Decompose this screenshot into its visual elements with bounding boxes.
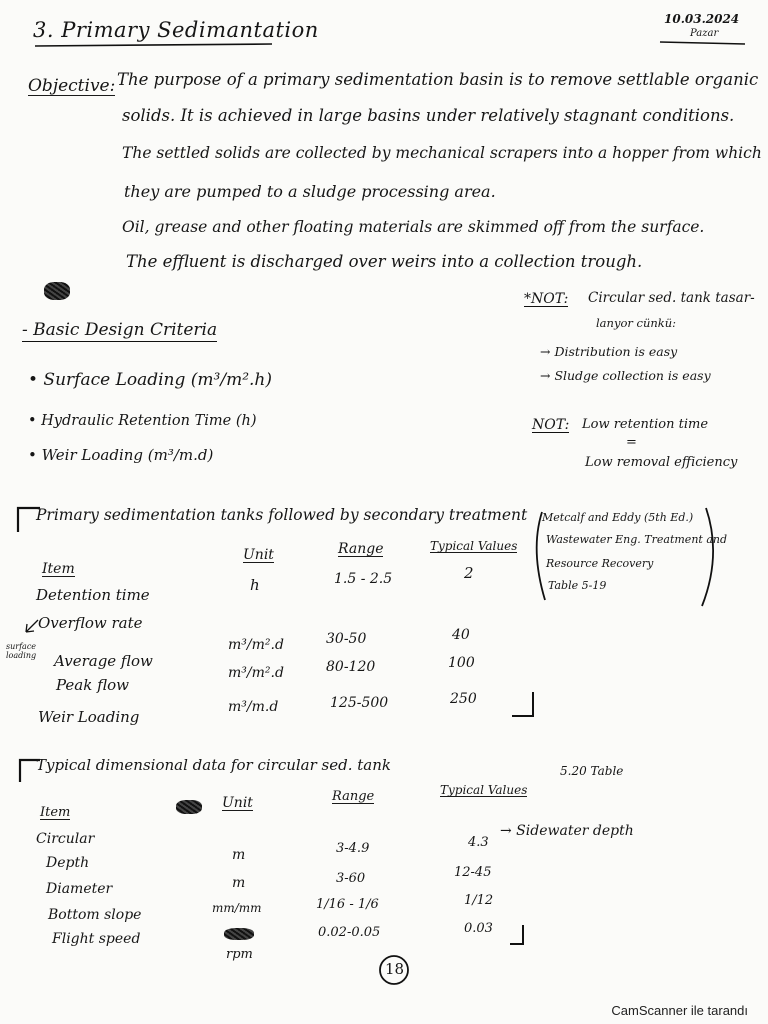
note1-bullet-2: → Sludge collection is easy bbox=[540, 368, 711, 383]
table1-title: Primary sedimentation tanks followed by secondary treatment bbox=[36, 506, 528, 524]
criteria-item-retention-time: • Hydraulic Retention Time (h) bbox=[28, 413, 257, 429]
table2-row-5-item: Flight speed bbox=[52, 931, 141, 947]
note2-equals: = bbox=[626, 435, 637, 450]
table2-row-4-typical: 1/12 bbox=[464, 893, 494, 908]
table2-title: Typical dimensional data for circular sed. tank bbox=[36, 756, 391, 774]
table2-row-2-range: 3-4.9 bbox=[336, 841, 370, 856]
table1-header-range: Range bbox=[338, 541, 384, 557]
objective-line-1: The purpose of a primary sedimentation basin is to remove settlable organic bbox=[117, 70, 759, 89]
table2-header-unit: Unit bbox=[222, 795, 253, 811]
table1-row-4-unit: m³/m².d bbox=[228, 665, 284, 681]
table1-header-unit: Unit bbox=[243, 547, 274, 563]
table1-row-5-unit: m³/m.d bbox=[228, 699, 279, 715]
table2-header-range: Range bbox=[332, 789, 375, 804]
table1-row-4-typical: 100 bbox=[448, 655, 475, 671]
note2-label: NOT: bbox=[532, 417, 570, 433]
table1-row-1-item: Detention time bbox=[36, 586, 150, 604]
scribble-mark bbox=[176, 800, 202, 814]
table1-row-1-typical: 2 bbox=[464, 564, 474, 582]
note1-line-2: lanyor cünkü: bbox=[596, 316, 677, 330]
table1-row-1-unit: h bbox=[250, 576, 260, 594]
objective-line-4: they are pumped to a sludge processing area. bbox=[124, 182, 496, 201]
table1-row-1-range: 1.5 - 2.5 bbox=[334, 571, 393, 587]
note2-line-1: Low retention time bbox=[582, 417, 709, 432]
table1-row-4-range: 80-120 bbox=[326, 659, 376, 675]
date: 10.03.2024 bbox=[664, 12, 740, 26]
table2-row-5-range: 0.02-0.05 bbox=[318, 925, 381, 940]
table1-row-3-typical: 40 bbox=[452, 627, 470, 643]
table2-row-2-typical: 4.3 bbox=[468, 835, 489, 850]
note1-line-1: Circular sed. tank tasar- bbox=[588, 290, 755, 306]
table1-row-3-range: 30-50 bbox=[326, 631, 367, 647]
objective-line-2: solids. It is achieved in large basins under relatively stagnant conditions. bbox=[122, 106, 735, 125]
table1-side-note: surface loading bbox=[6, 642, 37, 660]
scribble-mark bbox=[224, 928, 254, 940]
table1-row-5-range: 125-500 bbox=[330, 695, 389, 711]
table1-reference-line-2: Wastewater Eng. Treatment and bbox=[546, 533, 728, 546]
page-title: 3. Primary Sedimantation bbox=[33, 18, 319, 42]
table2-row-3-typical: 12-45 bbox=[454, 865, 492, 880]
table2-row-5-typical: 0.03 bbox=[464, 921, 493, 936]
table2-row-3-unit: m bbox=[232, 875, 246, 891]
criteria-item-surface-loading: • Surface Loading (m³/m².h) bbox=[28, 370, 272, 390]
table1-header-item: Item bbox=[42, 561, 75, 577]
note2-line-2: Low removal efficiency bbox=[585, 455, 738, 470]
table2-row-2-item: Depth bbox=[46, 855, 90, 871]
table2-header-typical: Typical Values bbox=[440, 783, 528, 797]
table1-row-3-unit: m³/m².d bbox=[228, 637, 284, 653]
objective-line-5: Oil, grease and other floating materials are skimmed off from the surface. bbox=[122, 218, 705, 236]
table1-header-typical: Typical Values bbox=[430, 539, 518, 553]
table1-row-4-item: Peak flow bbox=[56, 676, 129, 694]
table2-row-4-unit: mm/mm bbox=[212, 901, 262, 915]
table2-row-1-item: Circular bbox=[36, 831, 95, 847]
objective-line-6: The effluent is discharged over weirs into a collection trough. bbox=[126, 252, 643, 271]
table1-reference-line-3: Resource Recovery bbox=[546, 557, 654, 570]
table1-reference-line-4: Table 5-19 bbox=[548, 579, 607, 592]
objective-line-3: The settled solids are collected by mechanical scrapers into a hopper from which bbox=[122, 144, 762, 162]
table2-header-item: Item bbox=[40, 805, 71, 820]
table2-row-4-range: 1/16 - 1/6 bbox=[316, 897, 379, 912]
table1-row-2-item: Overflow rate bbox=[38, 614, 143, 632]
table2-row-5-unit: rpm bbox=[226, 947, 253, 962]
scribble-mark bbox=[44, 282, 70, 300]
table1-row-5-item: Weir Loading bbox=[38, 708, 140, 726]
page-number: 18 bbox=[385, 960, 405, 978]
objective-label: Objective: bbox=[28, 76, 116, 96]
criteria-item-weir-loading: • Weir Loading (m³/m.d) bbox=[28, 446, 214, 464]
table2-reference: 5.20 Table bbox=[560, 764, 624, 778]
scanner-footer: CamScanner ile tarandı bbox=[611, 1003, 748, 1018]
table2-row-3-item: Diameter bbox=[46, 881, 113, 897]
note1-bullet-1: → Distribution is easy bbox=[540, 344, 678, 359]
note1-label: *NOT: bbox=[524, 291, 569, 307]
table2-row-3-range: 3-60 bbox=[336, 871, 366, 886]
criteria-heading: - Basic Design Criteria bbox=[22, 320, 218, 340]
table2-depth-note: → Sidewater depth bbox=[500, 823, 634, 839]
table1-row-5-typical: 250 bbox=[450, 691, 477, 707]
table1-reference-line-1: Metcalf and Eddy (5th Ed.) bbox=[542, 511, 694, 524]
table1-row-3-item: Average flow bbox=[54, 652, 153, 670]
table2-row-4-item: Bottom slope bbox=[48, 907, 142, 923]
table2-row-2-unit: m bbox=[232, 847, 246, 863]
day: Pazar bbox=[690, 28, 719, 39]
